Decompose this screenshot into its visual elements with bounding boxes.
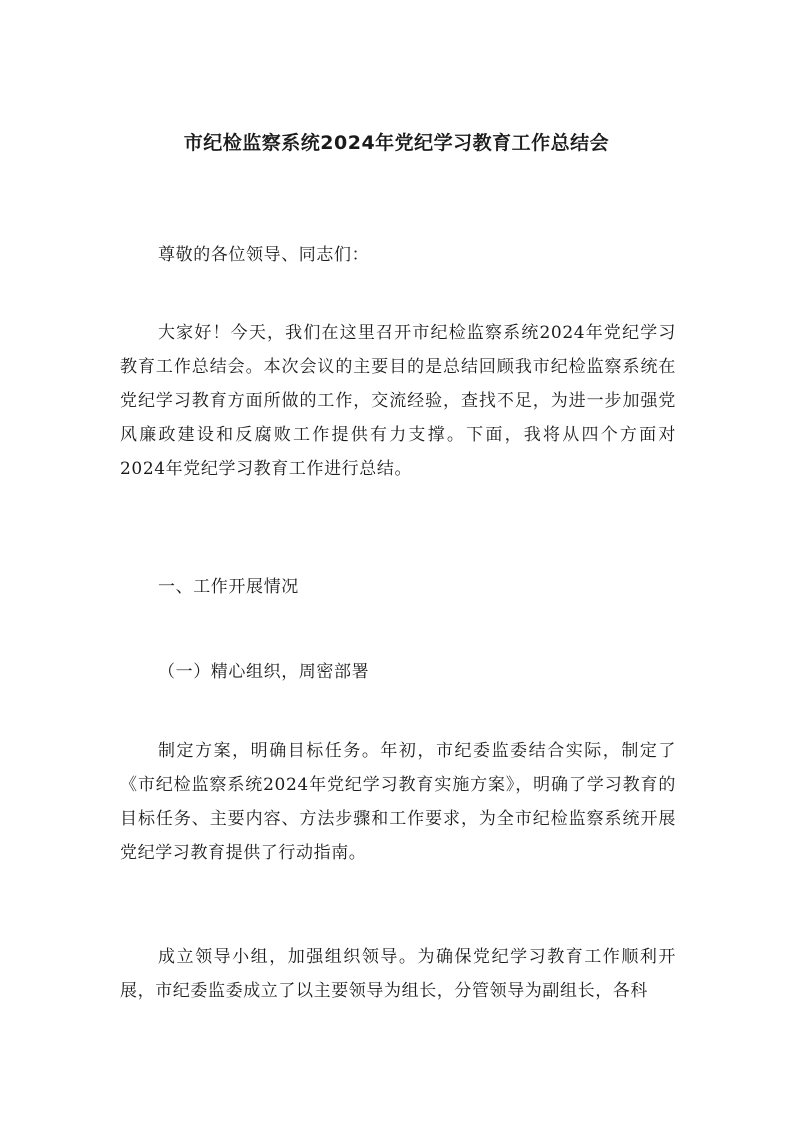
leadership-group-paragraph: 成立领导小组，加强组织领导。为确保党纪学习教育工作顺利开展，市纪委监委成立了以主要领导为组长，分管领导为副组长，各科 — [120, 947, 676, 1001]
subsection-heading-organization: （一）精心组织，周密部署 — [158, 662, 370, 682]
plan-paragraph: 制定方案，明确目标任务。年初，市纪委监委结合实际，制定了《市纪检监察系统2024年党纪学习教育实施方案》，明确了学习教育的目标任务、主要内容、方法步骤和工作要求，为全市纪检监察系统开展党纪学习教育提供了行动指南。 — [120, 741, 676, 863]
document-title: 市纪检监察系统2024年党纪学习教育工作总结会 — [183, 132, 610, 154]
greeting-line: 尊敬的各位领导、同志们： — [158, 245, 370, 265]
intro-paragraph: 大家好！今天，我们在这里召开市纪检监察系统2024年党纪学习教育工作总结会。本次会议的主要目的是总结回顾我市纪检监察系统在党纪学习教育方面所做的工作，交流经验，查找不足，为进一步加强党风廉政建设和反腐败工作提供有力支撑。下面，我将从四个方面对2024年党纪学习教育工作进行总结。 — [120, 323, 676, 479]
section-heading-work-progress: 一、工作开展情况 — [158, 577, 299, 597]
